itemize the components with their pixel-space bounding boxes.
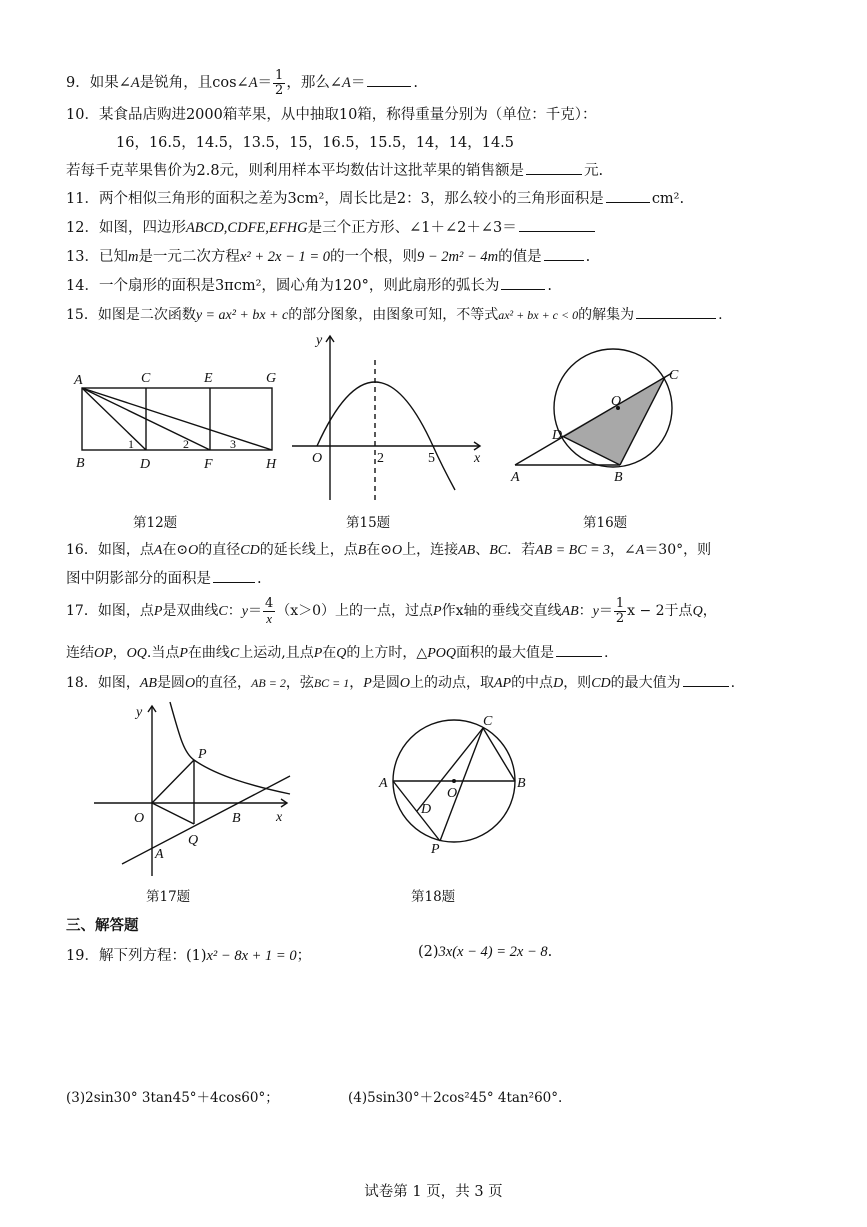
fraction: $\frac{1}{2}$ <box>615 596 625 626</box>
fig16-label-C: C <box>669 368 679 383</box>
figure-18 <box>375 705 545 855</box>
answer-blank <box>544 259 584 261</box>
question-9: 9．如果∠A是锐角，且cos∠A＝ $\frac{1}{2}$ ，那么∠A＝ . <box>66 68 418 98</box>
fig16-label-A: A <box>511 470 520 485</box>
fig17-label-y: y <box>136 705 143 720</box>
fig17-label-P: P <box>198 747 207 762</box>
question-12: 12．如图，四边形ABCD,CDFE,EFHG是三个正方形、∠1＋∠2＋∠3＝ <box>66 216 597 237</box>
figure-12-caption: 第12题 <box>133 515 178 531</box>
fig18-label-O: O <box>447 786 458 801</box>
fig17-label-A: A <box>155 847 164 862</box>
fig15-tick-2: 2 <box>377 451 384 466</box>
question-10-line1: 10．某食品店购进2000箱苹果，从中抽取10箱，称得重量分别为（单位：千克）： <box>66 107 597 123</box>
fraction: $\frac{4}{x}$ <box>264 596 274 626</box>
fig18-label-C: C <box>483 714 493 729</box>
fig15-tick-5: 5 <box>428 451 435 466</box>
question-14: 14．一个扇形的面积是3πcm²，圆心角为120°，则此扇形的弧长为 . <box>66 278 552 294</box>
question-10-line3: 若每千克苹果售价为2.8元，则利用样本平均数估计这批苹果的销售额是 元. <box>66 163 604 179</box>
section-3-heading: 三、解答题 <box>66 917 139 934</box>
fig12-angle-2: 2 <box>183 437 189 451</box>
fig16-label-O: O <box>611 394 622 409</box>
question-18: 18．如图，AB是圆O的直径，AB = 2，弦BC = 1，P是圆O上的动点，取AP的中点D，则CD的最大值为 . <box>66 675 736 691</box>
figure-12 <box>70 360 290 480</box>
question-16-line1: 16．如图，点A在⊙O的直径CD的延长线上，点B在⊙O上，连接AB、BC．若AB = BC = 3，∠A＝30°，则 <box>66 542 712 558</box>
question-16-line2: 图中阴影部分的面积是 . <box>66 571 262 587</box>
figure-15-caption: 第15题 <box>346 515 391 531</box>
fig12-label-B: B <box>76 456 85 471</box>
fig12-label-C: C <box>141 371 151 386</box>
fraction: $\frac{1}{2}$ <box>275 68 284 98</box>
answer-blank <box>519 230 595 232</box>
fig15-label-x: x <box>474 451 481 466</box>
question-17-line1: 17．如图，点P是双曲线C：y＝ $\frac{4}{x}$ （x＞0）上的一点，过点P作x轴的垂线交直线AB：y＝ $\frac{1}{2}$ x − 2于点Q， <box>66 596 717 626</box>
answer-blank <box>636 317 716 319</box>
fig17-label-x: x <box>276 810 283 825</box>
fig18-label-P: P <box>431 842 440 857</box>
fig17-label-B: B <box>232 811 241 826</box>
question-15: 15．如图是二次函数y = ax² + bx + c的部分图象，由图象可知，不等式ax² + bx + c < 0的解集为 . <box>66 307 723 323</box>
answer-blank <box>213 581 255 583</box>
fig15-label-y: y <box>316 333 323 348</box>
question-19: 19．解下列方程：(1)x² − 8x + 1 = 0； <box>66 948 312 964</box>
figure-17-caption: 第17题 <box>146 889 191 905</box>
fig12-angle-3: 3 <box>230 437 236 451</box>
answer-blank <box>606 201 650 203</box>
fig12-label-F: F <box>204 457 213 472</box>
question-13: 13．已知m是一元二次方程x² + 2x − 1 = 0的一个根，则9 − 2m² − 4m的值是 . <box>66 249 591 265</box>
question-17-line2: 连结OP，OQ.当点P在曲线C上运动,且点P在Q的上方时，△POQ面积的最大值是 . <box>66 645 609 661</box>
fig12-label-H: H <box>266 457 277 472</box>
figure-18-caption: 第18题 <box>411 889 456 905</box>
answer-blank <box>556 655 602 657</box>
fig17-label-O: O <box>134 811 145 826</box>
figure-15 <box>290 330 490 505</box>
page-footer: 试卷第 1 页，共 3 页 <box>364 1184 503 1200</box>
answer-blank <box>501 288 545 290</box>
question-19-part2: (2)3x(x − 4) = 2x − 8. <box>418 944 553 960</box>
fig16-label-D: D <box>552 428 563 443</box>
question-19-part4: (4)5sin30°＋2cos²45° 4tan²60°. <box>348 1090 563 1106</box>
fig12-label-D: D <box>140 457 151 472</box>
question-11: 11．两个相似三角形的面积之差为3cm²，周长比是2：3，那么较小的三角形面积是 cm². <box>66 191 685 207</box>
answer-blank <box>367 85 411 87</box>
fig16-label-B: B <box>614 470 623 485</box>
fig18-center-dot <box>452 779 456 783</box>
question-19-part3: (3)2sin30° 3tan45°＋4cos60°； <box>66 1090 279 1106</box>
fig16-shaded-region <box>562 377 665 465</box>
fig18-label-B: B <box>517 776 526 791</box>
fig12-label-G: G <box>266 371 277 386</box>
answer-blank <box>526 173 582 175</box>
figure-16-caption: 第16题 <box>583 515 628 531</box>
fig15-label-O: O <box>312 451 323 466</box>
fig17-label-Q: Q <box>188 833 199 848</box>
fig18-label-A: A <box>379 776 388 791</box>
answer-blank <box>683 685 729 687</box>
question-10-data: 16，16.5，14.5，13.5，15，16.5，15.5，14，14，14.5 <box>116 135 515 151</box>
fig12-label-E: E <box>204 371 213 386</box>
fig12-angle-1: 1 <box>128 437 134 451</box>
fig12-label-A: A <box>74 373 83 388</box>
figure-16 <box>507 325 687 485</box>
fig18-label-D: D <box>421 802 432 817</box>
figure-17 <box>92 698 302 883</box>
